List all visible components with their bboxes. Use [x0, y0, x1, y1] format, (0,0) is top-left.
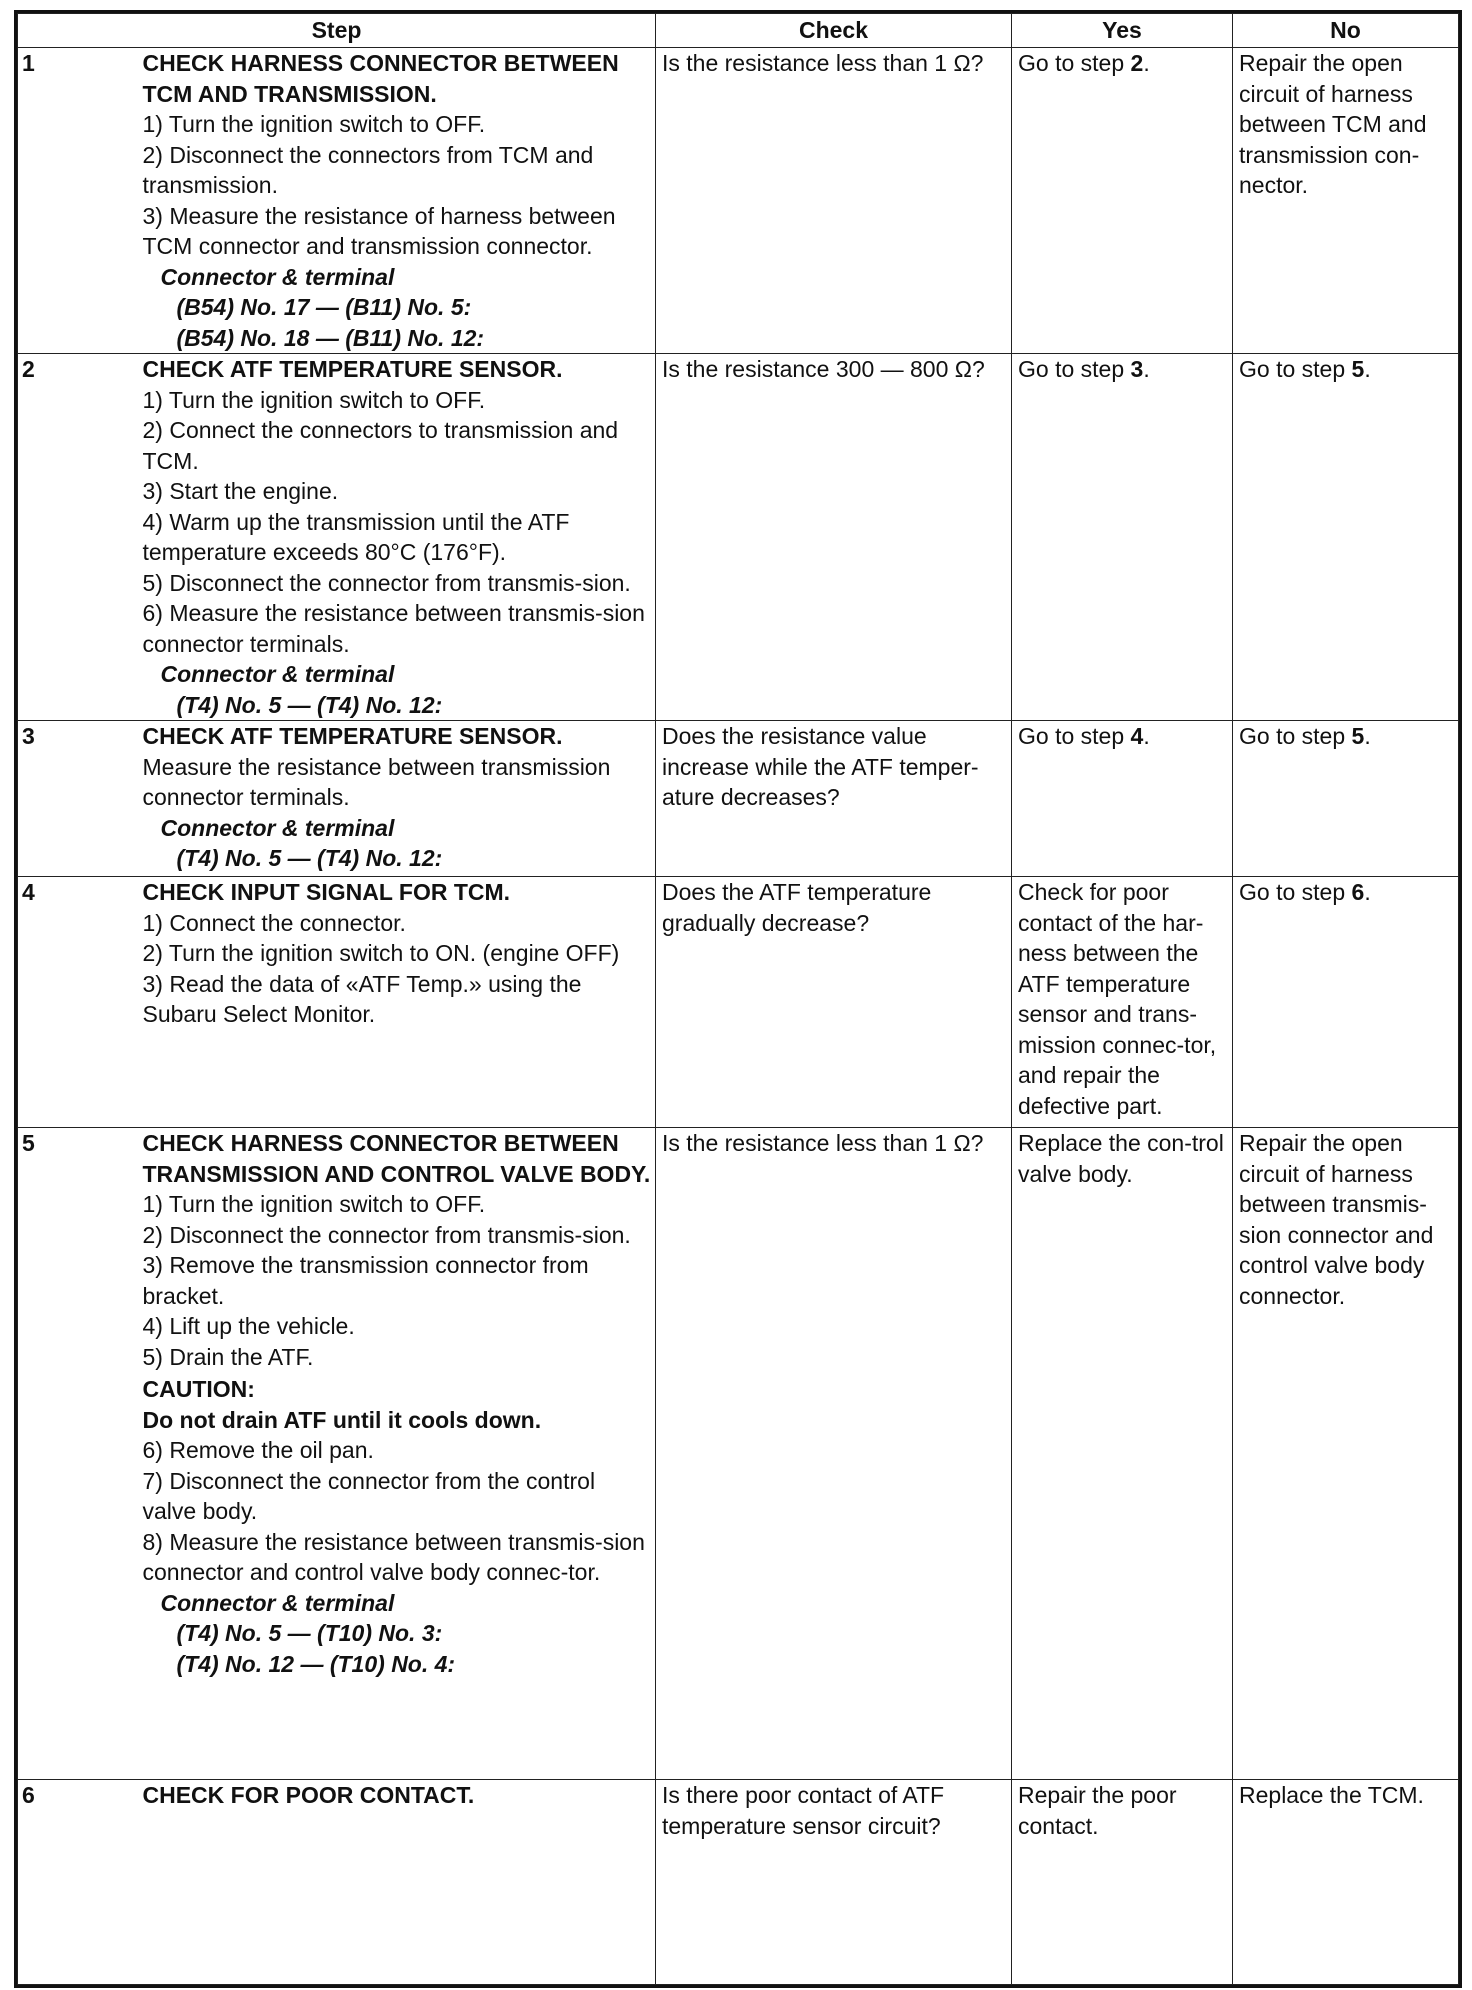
step-instruction: 2) Connect the connectors to transmission and TCM. [142, 417, 619, 474]
table-row [18, 721, 1459, 877]
no-prefix: Go to step [1239, 356, 1352, 382]
step-instruction: 6) Measure the resistance between transmis-sion connector terminals. [142, 600, 645, 657]
check-cell: Does the ATF temperature gradually decrease? [656, 877, 1012, 1128]
step-instruction: 4) Lift up the vehicle. [142, 1313, 355, 1339]
step-number: 1 [18, 48, 131, 354]
step-instruction: 5) Disconnect the connector from transmis-sion. [142, 569, 631, 596]
yes-step-number: 2 [1130, 50, 1144, 76]
step-instruction: 1) Connect the connector. [142, 909, 406, 936]
connector-value: (T4) No. 12 — (T10) No. 4: [176, 1650, 456, 1677]
no-cell [1233, 721, 1459, 877]
header-check: Check [656, 14, 1012, 48]
step-title: CHECK ATF TEMPERATURE SENSOR. [142, 723, 563, 749]
yes-cell: Check for poor contact of the har-ness between the ATF temperature sensor and trans-mission connec-tor, and repair the defective part. [1012, 877, 1233, 1128]
step-instruction: 1) Turn the ignition switch to OFF. [142, 386, 486, 413]
connector-value: (T4) No. 5 — (T4) No. 12: [176, 845, 443, 871]
yes-prefix: Go to step [1018, 356, 1131, 382]
no-prefix: Go to step [1239, 879, 1352, 905]
step-instruction: 6) Remove the oil pan. [142, 1437, 374, 1463]
header-yes: Yes [1012, 14, 1233, 48]
step-title: CHECK HARNESS CONNECTOR BETWEEN TCM AND TRANSMISSION. [142, 50, 619, 107]
caution-text: Do not drain ATF until it cools down. [142, 1406, 542, 1433]
yes-suffix: . [1143, 356, 1150, 382]
yes-prefix: Go to step [1018, 50, 1131, 76]
step-instruction: 3) Read the data of «ATF Temp.» using the Subaru Select Monitor. [142, 970, 582, 1027]
check-cell: Is there poor contact of ATF temperature sensor circuit? [656, 1780, 1012, 1985]
no-cell [1233, 354, 1459, 721]
check-cell: Does the resistance value increase while the ATF temper-ature decreases? [656, 721, 1012, 877]
header-step: Step [18, 14, 656, 48]
step-description [131, 48, 656, 354]
step-description [131, 877, 656, 1128]
step-instruction: Measure the resistance between transmission connector terminals. [142, 753, 611, 810]
step-number: 6 [18, 1780, 131, 1985]
header-no: No [1233, 14, 1459, 48]
step-instruction: 7) Disconnect the connector from the control valve body. [142, 1467, 596, 1524]
step-instruction: 2) Disconnect the connector from transmis-sion. [142, 1221, 631, 1248]
procedure-table [17, 13, 1459, 1985]
step-instruction: 2) Turn the ignition switch to ON. (engine OFF) [142, 940, 620, 966]
no-cell: Repair the open circuit of harness between transmis-sion connector and control valve body connector. [1233, 1128, 1459, 1780]
no-cell [1233, 877, 1459, 1128]
table-row [18, 877, 1459, 1128]
table-row [18, 354, 1459, 721]
step-number: 5 [18, 1128, 131, 1780]
connector-value: (T4) No. 5 — (T4) No. 12: [176, 691, 443, 718]
no-suffix: . [1364, 879, 1371, 905]
yes-cell [1012, 721, 1233, 877]
header-row [18, 14, 1459, 48]
step-title: CHECK HARNESS CONNECTOR BETWEEN TRANSMISSION AND CONTROL VALVE BODY. [142, 1130, 651, 1187]
connector-label: Connector & terminal [160, 1589, 395, 1616]
step-title: CHECK INPUT SIGNAL FOR TCM. [142, 879, 511, 905]
no-step-number: 5 [1351, 723, 1365, 749]
step-instruction: 3) Start the engine. [142, 478, 339, 504]
yes-cell [1012, 48, 1233, 354]
yes-cell [1012, 354, 1233, 721]
step-instruction: 5) Drain the ATF. [142, 1343, 314, 1370]
step-instruction: 2) Disconnect the connectors from TCM and transmission. [142, 141, 594, 198]
step-title: CHECK FOR POOR CONTACT. [142, 1782, 475, 1808]
check-cell: Is the resistance less than 1 Ω? [656, 48, 1012, 354]
step-instruction: 3) Measure the resistance of harness between TCM connector and transmission connector. [142, 202, 616, 259]
table-row [18, 48, 1459, 354]
connector-label: Connector & terminal [160, 661, 395, 687]
step-description [131, 354, 656, 721]
step-description [131, 1128, 656, 1780]
yes-suffix: . [1143, 723, 1150, 749]
diagnostic-procedure-table [14, 10, 1462, 1988]
no-step-number: 5 [1351, 356, 1365, 382]
connector-label: Connector & terminal [160, 263, 395, 290]
check-cell: Is the resistance less than 1 Ω? [656, 1128, 1012, 1780]
no-cell: Repair the open circuit of harness between TCM and transmission con-nector. [1233, 48, 1459, 354]
yes-cell: Repair the poor contact. [1012, 1780, 1233, 1985]
connector-label: Connector & terminal [160, 814, 395, 841]
no-step-number: 6 [1351, 879, 1365, 905]
step-instruction: 8) Measure the resistance between transmis-sion connector and control valve body connec-tor. [142, 1528, 645, 1585]
yes-prefix: Go to step [1018, 723, 1131, 749]
connector-value: (B54) No. 17 — (B11) No. 5: [176, 294, 472, 320]
step-instruction: 1) Turn the ignition switch to OFF. [142, 1191, 486, 1217]
connector-value: (B54) No. 18 — (B11) No. 12: [176, 324, 485, 351]
step-title: CHECK ATF TEMPERATURE SENSOR. [142, 356, 563, 382]
step-instruction: 1) Turn the ignition switch to OFF. [142, 111, 486, 137]
no-cell: Replace the TCM. [1233, 1780, 1459, 1985]
step-instruction: 4) Warm up the transmission until the ATF temperature exceeds 80°C (176°F). [142, 508, 570, 565]
no-suffix: . [1364, 356, 1371, 382]
yes-step-number: 4 [1130, 723, 1144, 749]
connector-value: (T4) No. 5 — (T10) No. 3: [176, 1620, 443, 1646]
step-number: 3 [18, 721, 131, 877]
step-number: 2 [18, 354, 131, 721]
step-number: 4 [18, 877, 131, 1128]
yes-suffix: . [1143, 50, 1150, 76]
yes-step-number: 3 [1130, 356, 1144, 382]
table-row [18, 1128, 1459, 1780]
caution-label: CAUTION: [142, 1376, 255, 1402]
step-description [131, 721, 656, 877]
yes-cell: Replace the con-trol valve body. [1012, 1128, 1233, 1780]
step-instruction: 3) Remove the transmission connector from bracket. [142, 1252, 589, 1309]
step-description [131, 1780, 656, 1985]
check-cell: Is the resistance 300 — 800 Ω? [656, 354, 1012, 721]
no-prefix: Go to step [1239, 723, 1352, 749]
table-row [18, 1780, 1459, 1985]
no-suffix: . [1364, 723, 1371, 749]
